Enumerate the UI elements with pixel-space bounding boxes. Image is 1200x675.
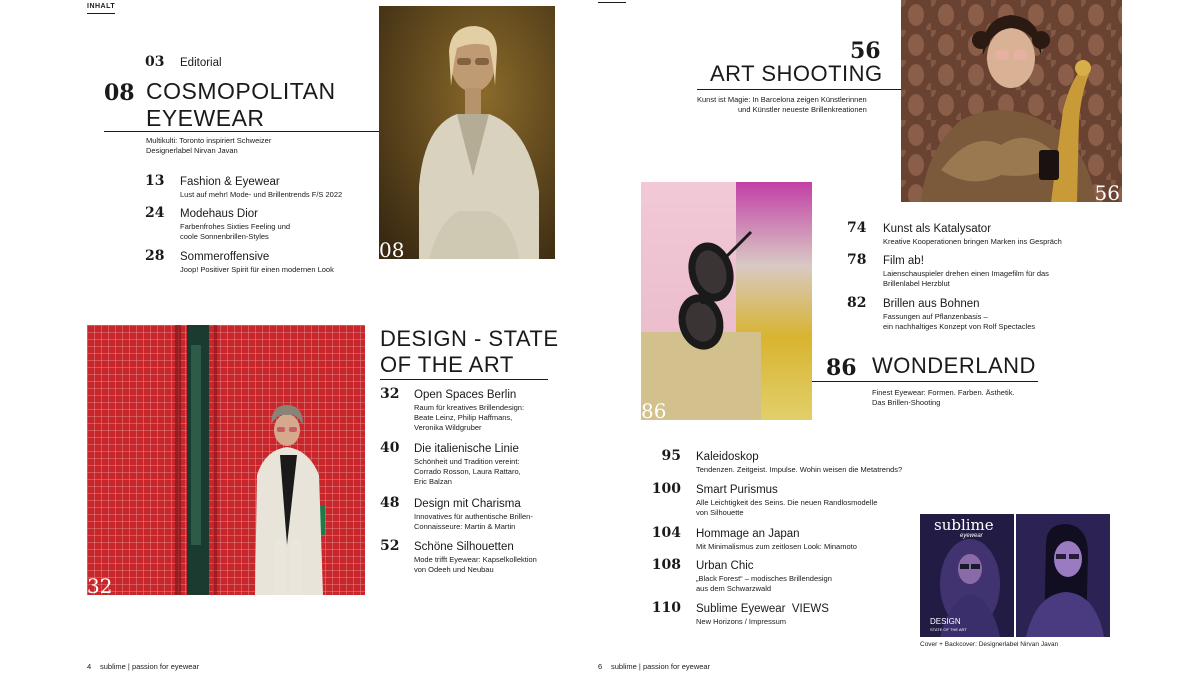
page-number: 100 xyxy=(651,481,681,497)
entry-desc: und Künstler neueste Brillenkreationen xyxy=(738,105,867,114)
entry-title: Design mit Charisma xyxy=(414,498,521,510)
page-number: 52 xyxy=(380,538,400,554)
sunglasses-image xyxy=(641,182,812,420)
entry-desc: Lust auf mehr! Mode- und Brillentrends F/S 2022 xyxy=(180,190,343,199)
entry-desc: Tendenzen. Zeitgeist. Impulse. Wohin weisen die Metatrends? xyxy=(696,465,903,474)
entry-title: Fashion & Eyewear xyxy=(180,176,280,188)
page-number: 82 xyxy=(847,295,867,311)
entry-desc: coole Sonnenbrillen-Styles xyxy=(180,232,269,241)
footer-text: sublime | passion for eyewear xyxy=(611,662,711,671)
entry-title: Sommeroffensive xyxy=(180,251,270,263)
photo-page-number: 86 xyxy=(641,399,667,420)
entry-desc: Alle Leichtigkeit des Seins. Die neuen Randlosmodelle xyxy=(696,498,878,507)
entry-desc: Mit Minimalismus zum zeitlosen Look: Minamoto xyxy=(696,542,857,551)
entry-title: Open Spaces Berlin xyxy=(414,389,517,401)
entry-desc: „Black Forest“ – modisches Brillendesign xyxy=(696,574,832,583)
entry-desc: Schönheit und Tradition vereint: xyxy=(414,457,520,466)
entry-desc: von Silhouette xyxy=(696,508,744,517)
entry-desc: ein nachhaltiges Konzept von Rolf Spectacles xyxy=(883,322,1036,331)
page-number: 110 xyxy=(651,600,681,616)
section-title: ART SHOOTING xyxy=(710,61,883,86)
entry-title: Kaleidoskop xyxy=(696,451,759,463)
entry-desc: Kreative Kooperationen bringen Marken ins Gespräch xyxy=(883,237,1062,246)
page-number: 13 xyxy=(145,173,165,189)
page-number: 95 xyxy=(661,448,681,464)
section-title: WONDERLAND xyxy=(872,353,1036,378)
entry-desc: Das Brillen-Shooting xyxy=(872,398,941,407)
page-number: 08 xyxy=(104,80,135,106)
section-title: COSMOPOLITAN xyxy=(146,78,336,104)
entry-title: Brillen aus Bohnen xyxy=(883,298,980,310)
page-number: 40 xyxy=(380,440,400,456)
cover-logo: sublime xyxy=(934,516,994,534)
entry-desc: Brillenlabel Herzblut xyxy=(883,279,950,288)
entry-desc: Beate Leinz, Philip Haffmans, xyxy=(414,413,513,422)
section-title: OF THE ART xyxy=(380,352,514,377)
page-number: 78 xyxy=(847,252,867,268)
photo-art-shooting[interactable] xyxy=(901,0,1122,202)
entry-desc: Corrado Rosson, Laura Rattaro, xyxy=(414,467,521,476)
section-page-number: 86 xyxy=(826,355,857,381)
photo-page-number: 08 xyxy=(379,238,405,259)
photo-page-number: 56 xyxy=(1094,181,1120,202)
cover-back-image xyxy=(1016,514,1110,637)
photo-page-number: 32 xyxy=(87,574,113,595)
entry-desc: New Horizons / Impressum xyxy=(696,617,787,626)
section-rule xyxy=(380,379,548,380)
entry-desc: Multikulti: Toronto inspiriert Schweizer xyxy=(146,136,272,145)
entry-desc: Eric Balzan xyxy=(414,477,452,486)
cover-title: DESIGN xyxy=(930,617,961,626)
entry-title: Editorial xyxy=(180,57,222,69)
page-number: 108 xyxy=(651,557,681,573)
section-label: INHALT xyxy=(87,3,116,10)
page-number: 74 xyxy=(847,220,867,236)
cover-caption: Cover + Backcover: Designerlabel Nirvan Javan xyxy=(920,641,1059,648)
portrait-image xyxy=(379,6,555,259)
footer-page-number: 6 xyxy=(598,662,603,671)
cover-logo-sub: eyewear xyxy=(960,533,983,539)
entry-desc: Designerlabel Nirvan Javan xyxy=(146,146,238,155)
entry-desc: Fassungen auf Pflanzenbasis – xyxy=(883,312,988,321)
header-rule xyxy=(87,13,115,14)
entry-desc: aus dem Schwarzwald xyxy=(696,584,772,593)
cover-back[interactable] xyxy=(1016,514,1110,637)
entry-title: Film ab! xyxy=(883,255,924,267)
footer-page-number: 4 xyxy=(87,662,92,671)
entry-desc: Kunst ist Magie: In Barcelona zeigen Künstlerinnen xyxy=(697,95,867,104)
cover-front[interactable] xyxy=(920,514,1014,637)
entry-desc: Mode trifft Eyewear: Kapselkollektion xyxy=(414,555,537,564)
section-page-number: 56 xyxy=(850,38,881,64)
art-shooting-image xyxy=(901,0,1122,202)
page-number: 28 xyxy=(145,248,165,264)
page-number: 32 xyxy=(380,386,400,402)
page-number: 24 xyxy=(145,205,165,221)
entry-desc: Raum für kreatives Brillendesign: xyxy=(414,403,525,412)
cover-subtitle: STATE OF THE ART xyxy=(930,627,967,632)
entry-title: Sublime Eyewear VIEWS xyxy=(696,603,829,615)
page-number: 48 xyxy=(380,495,400,511)
entry-title: Kunst als Katalysator xyxy=(883,223,992,235)
section-rule xyxy=(104,131,390,132)
photo-cosmopolitan[interactable] xyxy=(379,6,555,259)
entry-title: Smart Purismus xyxy=(696,484,778,496)
section-title: EYEWEAR xyxy=(146,105,265,131)
entry-title: Hommage an Japan xyxy=(696,528,800,540)
entry-title: Die italienische Linie xyxy=(414,443,519,455)
footer-text: sublime | passion for eyewear xyxy=(100,662,200,671)
entry-desc: Innovatives für authentische Brillen- xyxy=(414,512,533,521)
entry-title: Schöne Silhouetten xyxy=(414,541,514,553)
entry-title: Urban Chic xyxy=(696,560,754,572)
entry-desc: Veronika Wildgruber xyxy=(414,423,482,432)
page-number: 03 xyxy=(145,54,165,70)
photo-open-spaces[interactable] xyxy=(87,325,365,595)
entry-desc: Farbenfrohes Sixties Feeling und xyxy=(180,222,291,231)
header-rule-right xyxy=(598,2,626,3)
entry-desc: Joop! Positiver Spirit für einen modernen Look xyxy=(180,265,334,274)
section-rule xyxy=(812,381,1038,382)
section-title: DESIGN - STATE xyxy=(380,326,559,351)
entry-desc: Laienschauspieler drehen einen Imagefilm für das xyxy=(883,269,1049,278)
entry-title: Modehaus Dior xyxy=(180,208,258,220)
photo-wonderland[interactable] xyxy=(641,182,812,420)
page-number: 104 xyxy=(651,525,681,541)
entry-desc: von Odeeh und Neubau xyxy=(414,565,494,574)
section-rule xyxy=(697,89,901,90)
entry-desc: Connaisseure: Martin & Martin xyxy=(414,522,516,531)
entry-desc: Finest Eyewear: Formen. Farben. Ästhetik. xyxy=(872,388,1015,397)
red-tile-room-image xyxy=(87,325,365,595)
